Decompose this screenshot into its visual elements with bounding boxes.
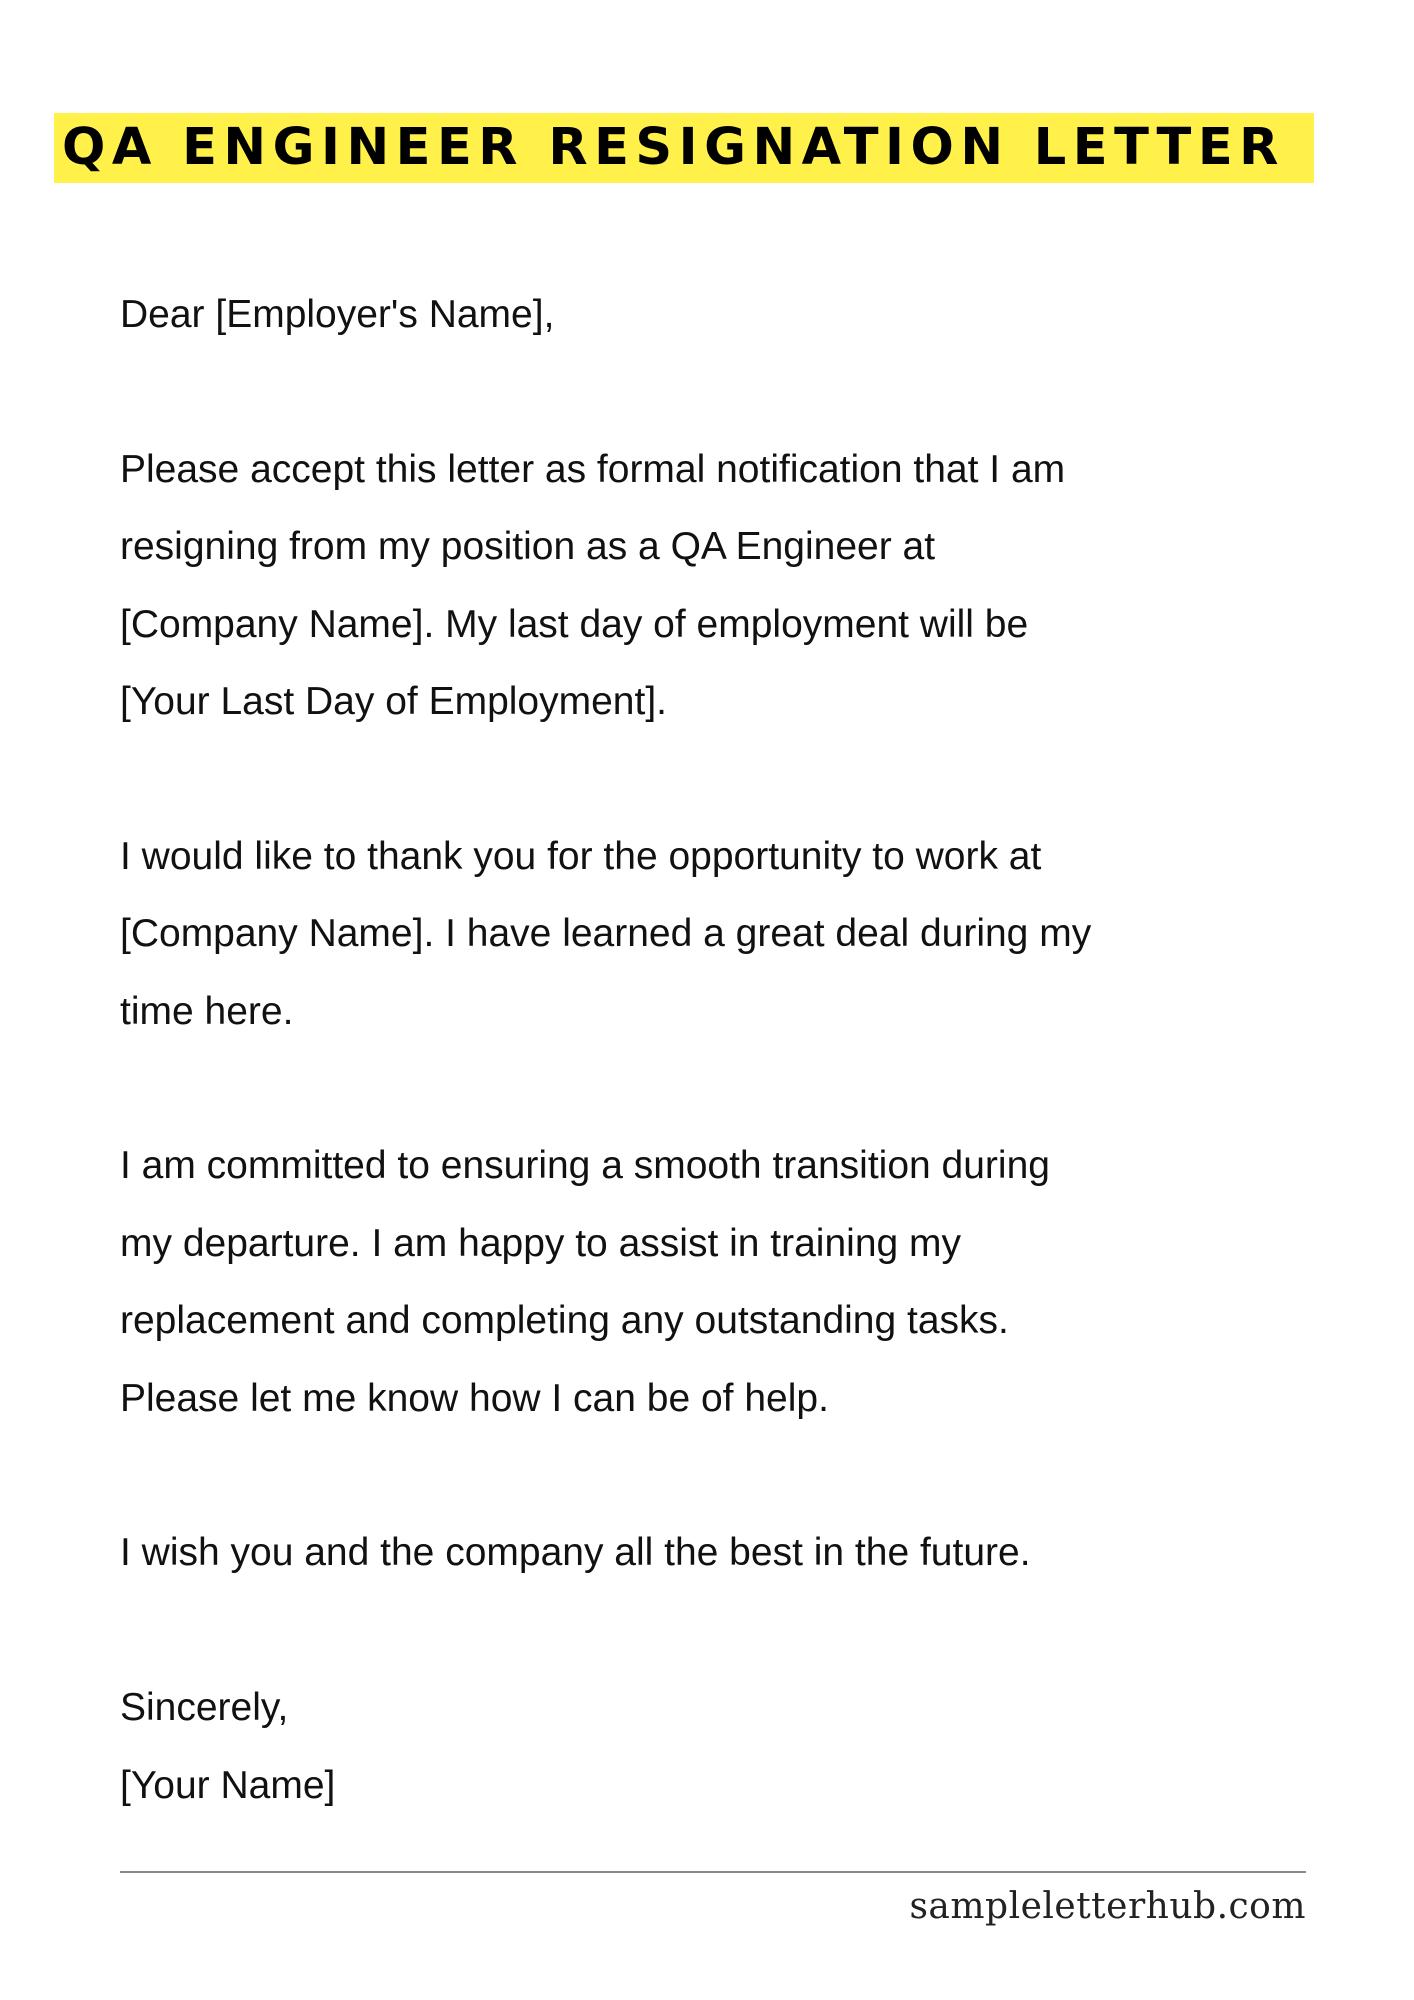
closing: Sincerely, xyxy=(120,1686,289,1730)
paragraph-line: Please accept this letter as formal notification that I am xyxy=(120,447,1066,491)
footer-site-name: sampleletterhub.com xyxy=(909,1886,1306,1927)
paragraph-line: I would like to thank you for the opportunity to work at xyxy=(120,834,1042,878)
paragraph-line: [Company Name]. I have learned a great deal during my xyxy=(120,912,1092,956)
paragraph-2 xyxy=(120,818,1360,1050)
letter-title: QA ENGINEER RESIGNATION LETTER xyxy=(54,113,1314,183)
footer-divider xyxy=(120,1871,1306,1873)
paragraph-line: my departure. I am happy to assist in training my xyxy=(120,1221,962,1265)
paragraph-line: I wish you and the company all the best in the future. xyxy=(120,1531,1031,1575)
signature: [Your Name] xyxy=(120,1763,336,1807)
paragraph-3 xyxy=(120,1127,1360,1437)
paragraph-4 xyxy=(120,1514,1360,1591)
paragraph-line: replacement and completing any outstanding tasks. xyxy=(120,1299,1009,1343)
paragraph-line: I am committed to ensuring a smooth transition during xyxy=(120,1144,1050,1188)
paragraph-line: [Your Last Day of Employment]. xyxy=(120,680,667,724)
paragraph-line: [Company Name]. My last day of employment will be xyxy=(120,602,1029,646)
paragraph-line: resigning from my position as a QA Engineer at xyxy=(120,525,936,569)
paragraph-line: time here. xyxy=(120,989,294,1033)
letter-body xyxy=(120,276,1360,1824)
paragraph-line: Please let me know how I can be of help. xyxy=(120,1376,829,1420)
paragraph-1 xyxy=(120,431,1360,741)
salutation: Dear [Employer's Name], xyxy=(120,293,555,336)
